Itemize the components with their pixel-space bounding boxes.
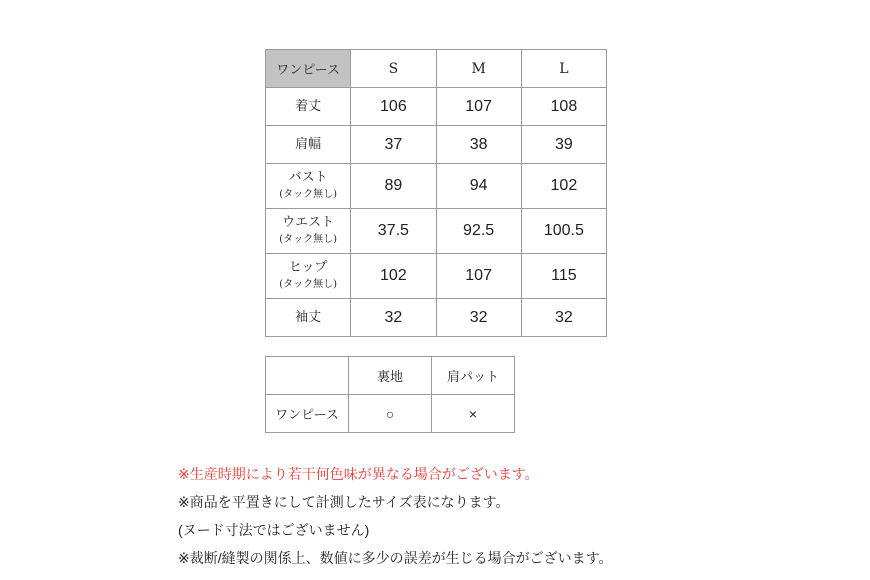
- size-value: 92.5: [436, 209, 521, 254]
- row-label: [266, 88, 351, 126]
- size-value: 32: [351, 299, 436, 337]
- row-label: [266, 254, 351, 299]
- size-value: 32: [521, 299, 606, 337]
- row-label-text: ヒップ: [288, 260, 328, 275]
- size-column-m: M: [436, 50, 521, 88]
- size-value: 37.5: [351, 209, 436, 254]
- size-value: 37: [351, 126, 436, 164]
- size-value: 32: [436, 299, 521, 337]
- note-measurement-method: ※商品を平置きにして計測したサイズ表になります。: [178, 494, 510, 510]
- lining-row-onepiece: [266, 395, 515, 433]
- shoulder-pad-value: ×: [432, 395, 515, 433]
- size-table: [265, 49, 607, 337]
- size-table-corner-label: ワンピース: [266, 50, 351, 88]
- row-label-subtext: (タック無し): [279, 234, 338, 245]
- lining-column-shoulder-pad: 肩パット: [432, 357, 515, 395]
- size-row-hip: [266, 254, 607, 299]
- row-label-text: 肩幅: [295, 137, 322, 152]
- size-column-s: S: [351, 50, 436, 88]
- row-label: [266, 209, 351, 254]
- size-value: 107: [436, 254, 521, 299]
- note-tolerance: ※裁断/縫製の関係上、数値に多少の誤差が生じる場合がございます。: [178, 550, 613, 566]
- size-value: 106: [351, 88, 436, 126]
- size-value: 94: [436, 164, 521, 209]
- lining-table: [265, 356, 515, 433]
- size-row-shoulder: [266, 126, 607, 164]
- size-value: 39: [521, 126, 606, 164]
- size-value: 115: [521, 254, 606, 299]
- size-value: 108: [521, 88, 606, 126]
- row-label-text: 袖丈: [295, 310, 322, 325]
- row-label: [266, 126, 351, 164]
- size-value: 102: [521, 164, 606, 209]
- size-value: 107: [436, 88, 521, 126]
- size-row-length: [266, 88, 607, 126]
- size-value: 89: [351, 164, 436, 209]
- note-color-variation: ※生産時期により若干何色味が異なる場合がございます。: [178, 466, 539, 482]
- size-table-header-row: [266, 50, 607, 88]
- row-label-text: ウエスト: [282, 215, 335, 230]
- lining-value: ○: [349, 395, 432, 433]
- note-not-body-size: (ヌード寸法ではございません): [178, 522, 370, 538]
- row-label: [266, 299, 351, 337]
- row-label: [266, 164, 351, 209]
- size-row-bust: [266, 164, 607, 209]
- size-row-sleeve: [266, 299, 607, 337]
- lining-column-lining: 裏地: [349, 357, 432, 395]
- lining-table-corner: [266, 357, 349, 395]
- lining-row-label: ワンピース: [266, 395, 349, 433]
- lining-table-header-row: [266, 357, 515, 395]
- size-column-l: L: [521, 50, 606, 88]
- row-label-subtext: (タック無し): [279, 189, 338, 200]
- size-value: 38: [436, 126, 521, 164]
- row-label-text: バスト: [288, 170, 328, 185]
- size-row-waist: [266, 209, 607, 254]
- size-value: 100.5: [521, 209, 606, 254]
- row-label-text: 着丈: [295, 99, 322, 114]
- row-label-subtext: (タック無し): [279, 279, 338, 290]
- notes-section: [178, 460, 858, 572]
- size-value: 102: [351, 254, 436, 299]
